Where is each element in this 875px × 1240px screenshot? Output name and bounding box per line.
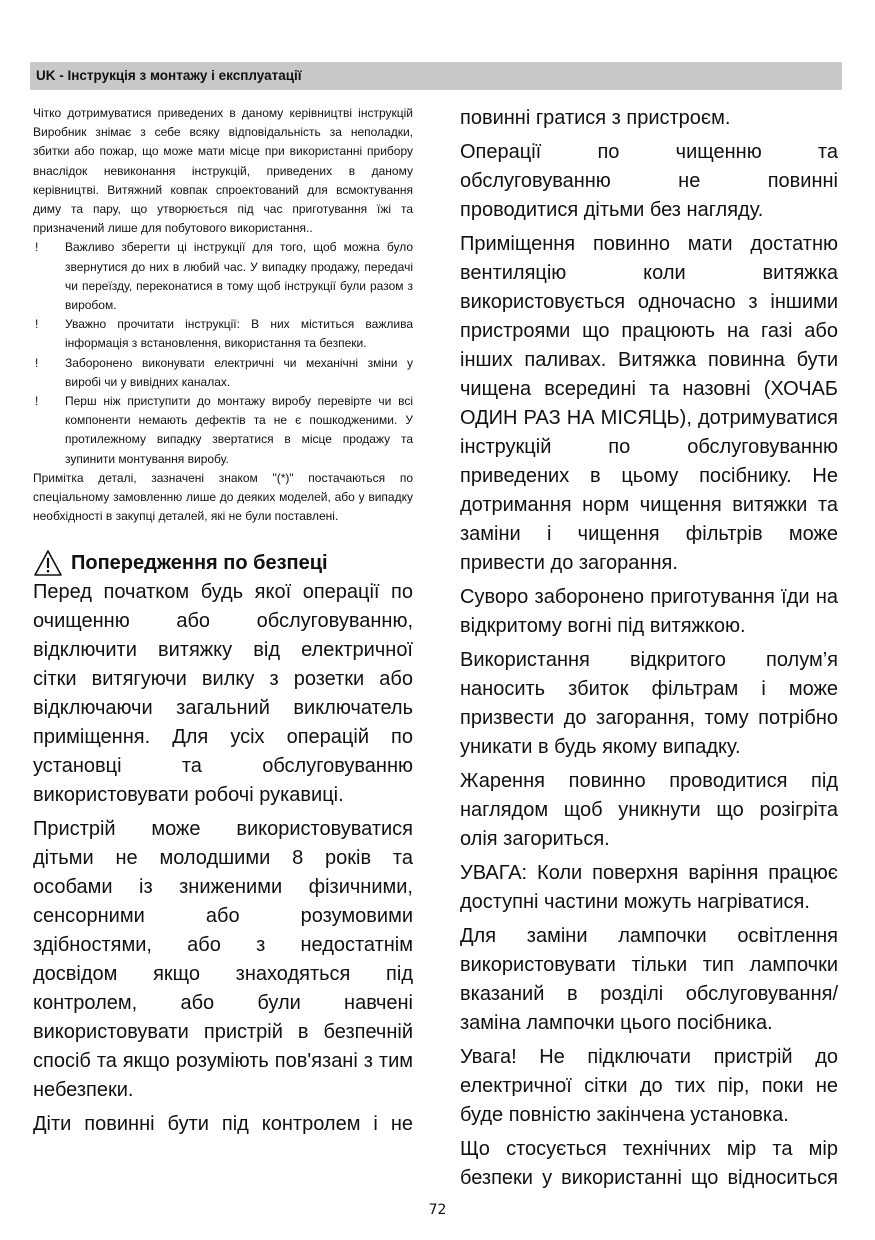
bullet-text: Перш ніж приступити до монтажу виробу перевірте чи всі компоненти немають дефектів та не є пошкодженими. У протилежному випадку звертатися в місце продажу та зупинити монтування виробу. [65, 394, 413, 466]
safety-paragraph: Суворо заборонено приготування їди на відкритому вогні під витяжкою. [460, 586, 838, 637]
safety-paragraph: Для заміни лампочки освітлення використовувати тільки тип лампочки вказаний в розділі обслуговування/заміна лампочки цього посібника. [460, 925, 838, 1034]
bullet-item [33, 354, 413, 392]
safety-paragraph: Перед початком будь якої операції по очищенню або обслуговуванню, відключити витяжку від електричної сітки витягуючи вилку з розетки або відключаючи загальний виключатель приміщення. Для усіх операцій по установці та обслуговуванню використовувати робочі рукавиці. [33, 581, 413, 807]
exclamation-icon: ! [35, 240, 39, 255]
warning-triangle-icon [33, 549, 63, 577]
safety-title-text: Попередження по безпеці [71, 551, 328, 574]
safety-paragraph: Що стосується технічних мір та мір безпеки у використанні що відноситься [460, 1138, 838, 1189]
safety-paragraph: повинні гратися з пристроєм. [460, 107, 731, 129]
safety-paragraph: Жарення повинно проводитися під наглядом щоб уникнути що розігріта олія загориться. [460, 770, 838, 850]
header-bar [30, 62, 842, 90]
safety-paragraph: Діти повинні бути під контролем і не [33, 1113, 413, 1136]
bullet-item [33, 238, 413, 315]
bullet-item [33, 315, 413, 353]
exclamation-icon: ! [35, 317, 39, 332]
safety-paragraph: Операції по чищенню та обслуговуванню не повинні проводитися дітьми без нагляду. [460, 141, 838, 221]
safety-paragraph: Використання відкритого полум’я наносить збиток фільтрам і може призвести до загорання, тому потрібно уникати в будь якому випадку. [460, 649, 838, 758]
note-paragraph: Примітка деталі, зазначені знаком "(*)" постачаються по спеціальному замовленню лише до деяких моделей, або у випадку необхідності в закупці деталей, які не були поставлені. [33, 470, 413, 524]
right-column [460, 104, 838, 1198]
safety-paragraph: УВАГА: Коли поверхня варіння працює доступні частини можуть нагріватися. [460, 862, 838, 913]
intro-paragraph: Чітко дотримуватися приведених в даному керівництві інструкцій Виробник знімає з себе всяку відповідальність за неполадки, збитки або пожар, що може мати місце при використанні прибору внаслідок невиконання інструкцій, приведених в даному керівництві. Витяжний ковпак спроектований для всмоктування диму та пару, що утворюється під час приготування їжі та призначений лише для побутового використання.. [33, 106, 413, 236]
header-title: UK - Інструкція з монтажу і експлуатації [36, 68, 302, 83]
bullet-text: Уважно прочитати інструкції: В них міститься важлива інформація з встановлення, використання та безпеки. [65, 317, 413, 351]
bullet-text: Важливо зберегти ці інструкції для того, щоб можна було звернутися до них в любий час. У випадку продажу, передачі чи переїзду, переконатися в тому щоб інструкції були разом з виробом. [65, 240, 413, 313]
exclamation-icon: ! [35, 355, 39, 370]
left-column [33, 104, 413, 1144]
safety-section-title [33, 548, 413, 578]
safety-paragraph: Увага! Не підключати пристрій до електричної сітки до тих пір, поки не буде повністю закінчена установка. [460, 1046, 838, 1126]
intro-bullet-list [33, 238, 413, 468]
safety-paragraph: Пристрій може використовуватися дітьми не молодшими 8 років та особами із зниженими фізичними, сенсорними або розумовими здібностями, або з недостатнім досвідом якщо знаходяться під контролем, або були навчені використовувати пристрій в безпечній спосіб та якщо розуміють пов'язані з тим небезпеки. [33, 818, 413, 1102]
page-number: 72 [428, 1202, 447, 1218]
bullet-item [33, 392, 413, 469]
safety-paragraph: Приміщення повинно мати достатню вентиляцію коли витяжка використовується одночасно з іншими пристроями що працюють на газі або інших паливах. Витяжка повинна бути чищена всередині та назовні (ХОЧАБ ОДИН РАЗ НА МІСЯЦЬ), дотримуватися інструкцій по обслуговуванню приведених в цьому посібнику. Не дотримання норм чищення витяжки та заміни і чищення фільтрів може привести до загорання. [460, 233, 838, 574]
bullet-text: Заборонено виконувати електричні чи механічні зміни у виробі чи у вивідних каналах. [65, 355, 413, 389]
exclamation-icon: ! [35, 394, 39, 409]
